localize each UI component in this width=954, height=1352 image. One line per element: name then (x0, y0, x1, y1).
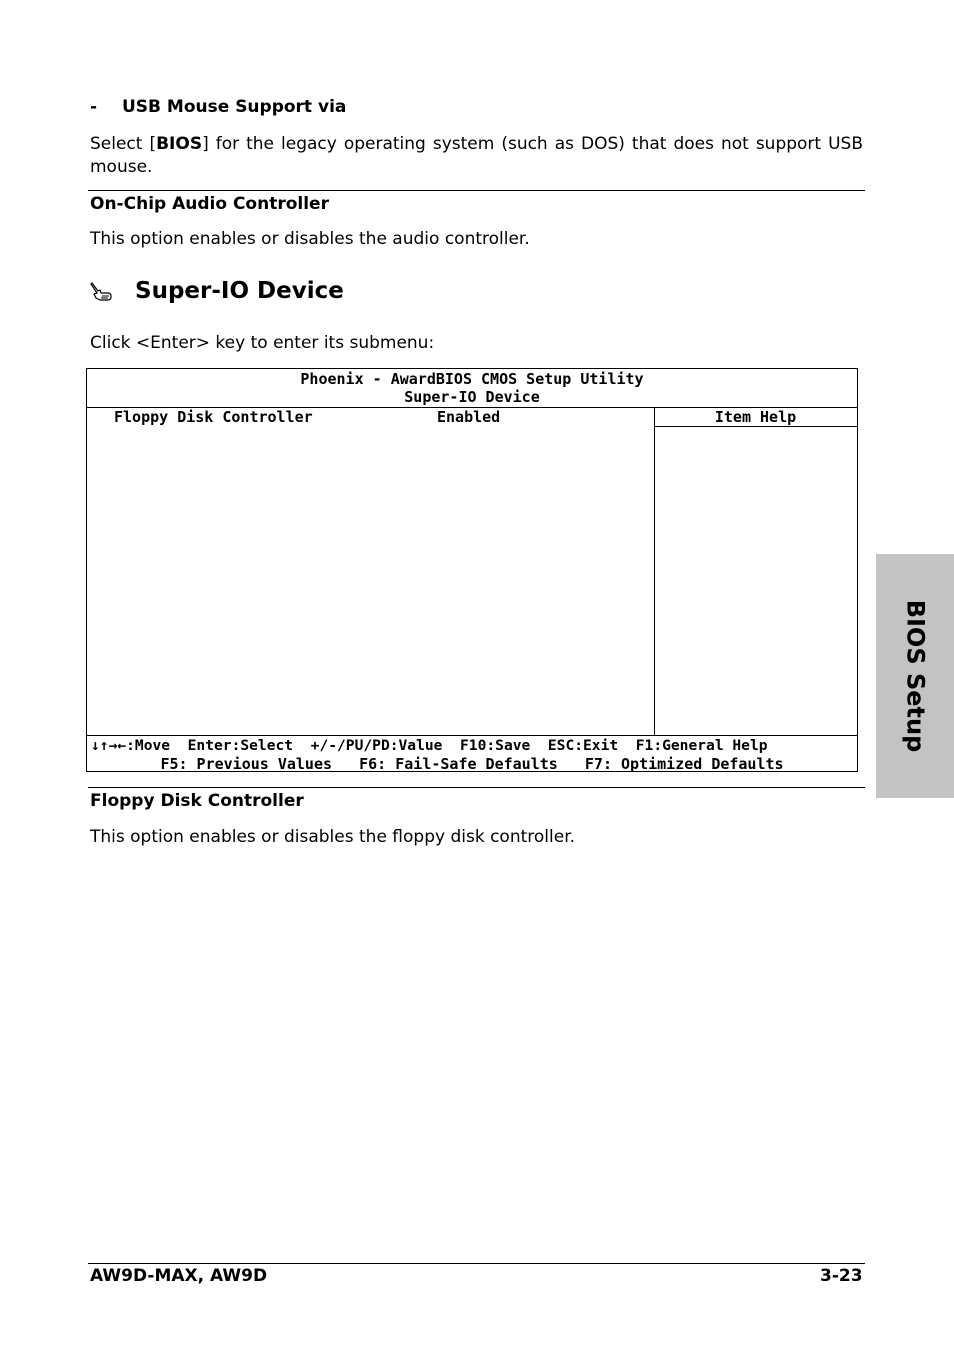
bios-item-label[interactable]: Floppy Disk Controller (114, 408, 313, 426)
bios-column-divider (654, 407, 655, 735)
bios-help-header: Item Help (714, 408, 797, 426)
bios-item-value[interactable]: Enabled (437, 408, 501, 426)
divider (88, 787, 865, 788)
para-post: ] for the legacy operating system (such as DOS) that does not support USB mouse. (90, 134, 864, 177)
section-title: Super-IO Device (135, 278, 344, 304)
bios-help-divider (654, 426, 857, 427)
bios-keys-line2: F5: Previous Values F6: Fail-Safe Defaults F7: Optimized Defaults (160, 755, 784, 773)
bios-divider-bottom (87, 735, 857, 736)
audio-text: This option enables or disables the audio controller. (90, 229, 530, 249)
divider (88, 190, 865, 191)
hand-pointer-icon (88, 280, 114, 306)
usb-mouse-paragraph (90, 133, 863, 179)
section-intro: Click <Enter> key to enter its submenu: (90, 333, 435, 353)
para-pre: Select [ (90, 134, 157, 154)
side-tab-label-wrap (876, 554, 954, 798)
footer-rule (88, 1263, 865, 1264)
bullet-dash: - (90, 97, 98, 117)
usb-mouse-heading: USB Mouse Support via (122, 97, 347, 117)
bios-keys-line1: ↓↑→←:Move Enter:Select +/-/PU/PD:Value F10:Save ESC:Exit F1:General Help (91, 737, 768, 754)
footer-model: AW9D-MAX, AW9D (90, 1266, 268, 1286)
bios-title: Phoenix - AwardBIOS CMOS Setup Utility (300, 370, 644, 388)
bios-subtitle: Super-IO Device (404, 388, 540, 406)
para-bold: BIOS (156, 134, 203, 154)
bios-screen (86, 368, 858, 772)
floppy-text: This option enables or disables the floppy disk controller. (90, 827, 576, 847)
audio-heading: On-Chip Audio Controller (90, 194, 329, 214)
side-tab-label: BIOS Setup (901, 599, 930, 753)
footer-page-number: 3-23 (820, 1266, 863, 1286)
floppy-heading: Floppy Disk Controller (90, 791, 304, 811)
